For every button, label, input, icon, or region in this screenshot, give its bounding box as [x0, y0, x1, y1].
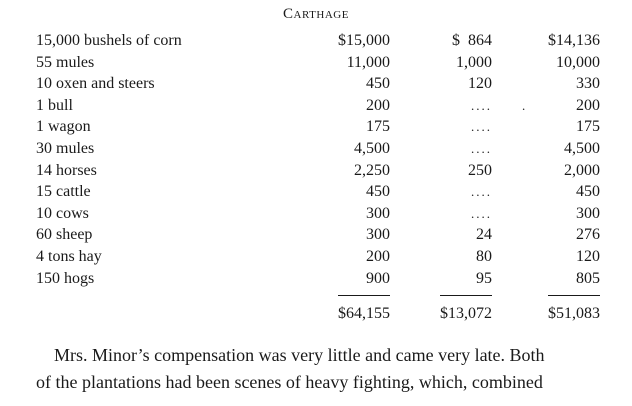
row-deducted-value: 250	[468, 161, 492, 179]
row-claimed-value: 300	[366, 226, 390, 244]
table-row	[36, 224, 606, 246]
compensation-table	[36, 30, 606, 325]
row-net-value: 300	[576, 204, 600, 222]
row-claimed-value: 900	[366, 269, 390, 287]
row-deducted-value: 80	[476, 247, 492, 265]
row-item-label: 30 mules	[36, 139, 95, 157]
row-item-label: 15 cattle	[36, 183, 91, 201]
totals-row	[36, 303, 606, 325]
table-row	[36, 73, 606, 95]
row-claimed-value: 300	[366, 204, 390, 222]
row-net-value: 805	[576, 269, 600, 287]
row-deducted-value: $ 864	[452, 32, 492, 49]
table-row	[36, 203, 606, 225]
row-deducted-value: ....	[471, 119, 492, 135]
row-item-label: 15,000 bushels of corn	[36, 32, 182, 49]
total-rules	[36, 289, 606, 303]
table-row	[36, 116, 606, 138]
table-row	[36, 138, 606, 160]
table-title: Carthage	[283, 6, 349, 22]
row-deducted-value: ....	[471, 184, 492, 200]
body-paragraph	[36, 342, 611, 396]
row-claimed-value: 175	[366, 118, 390, 136]
row-net-value: 276	[576, 226, 600, 244]
row-item-label: 10 oxen and steers	[36, 75, 155, 93]
row-deducted-value: ....	[471, 97, 492, 113]
table-row	[36, 268, 606, 290]
row-item-label: 55 mules	[36, 53, 95, 71]
row-net-value: 120	[576, 247, 600, 265]
row-claimed-value: 450	[366, 75, 390, 93]
row-claimed-value: 450	[366, 183, 390, 201]
total-deducted: $13,072	[440, 305, 492, 323]
row-item-label: 10 cows	[36, 204, 89, 222]
table-row	[36, 95, 606, 117]
table-row	[36, 181, 606, 203]
table-row	[36, 30, 606, 52]
row-net-value: 330	[576, 75, 600, 93]
total-claimed: $64,155	[338, 305, 390, 323]
row-item-label: 60 sheep	[36, 226, 93, 244]
row-net-value: $14,136	[548, 32, 600, 49]
row-claimed-value: 11,000	[346, 53, 390, 71]
row-claimed-value: 4,500	[354, 139, 390, 157]
row-net-value: 175	[576, 118, 600, 136]
row-net-value: 4,500	[564, 139, 600, 157]
row-item-label: 1 bull	[36, 96, 73, 114]
row-item-label: 4 tons hay	[36, 247, 102, 265]
row-claimed-value: $15,000	[338, 32, 390, 49]
table-row	[36, 52, 606, 74]
row-deducted-value: 1,000	[456, 53, 492, 71]
row-claimed-value: 200	[366, 247, 390, 265]
row-net-value: 450	[576, 183, 600, 201]
total-rule-col1	[338, 295, 390, 296]
row-item-label: 150 hogs	[36, 269, 95, 287]
table-row	[36, 246, 606, 268]
paragraph-line: Mrs. Minor’s compensation was very little and came very late. Both	[54, 345, 545, 365]
table-row	[36, 160, 606, 182]
row-deducted-value: 24	[476, 226, 492, 244]
row-item-label: 1 wagon	[36, 118, 91, 136]
row-claimed-value: 200	[366, 96, 390, 114]
total-rule-col3	[548, 295, 600, 296]
row-deducted-value: ....	[471, 205, 492, 221]
row-item-label: 14 horses	[36, 161, 97, 179]
row-deducted-value: 95	[476, 269, 492, 287]
paragraph-line: of the plantations had been scenes of heavy fighting, which, combined	[36, 372, 543, 392]
row-net-value: 10,000	[556, 53, 600, 71]
total-net: $51,083	[548, 305, 600, 323]
total-rule-col2	[440, 295, 492, 296]
row-deducted-value: ....	[471, 140, 492, 156]
stray-dot: .	[522, 97, 526, 113]
row-deducted-value: 120	[468, 75, 492, 93]
row-net-value: 200	[576, 96, 600, 114]
row-claimed-value: 2,250	[354, 161, 390, 179]
row-net-value: 2,000	[564, 161, 600, 179]
